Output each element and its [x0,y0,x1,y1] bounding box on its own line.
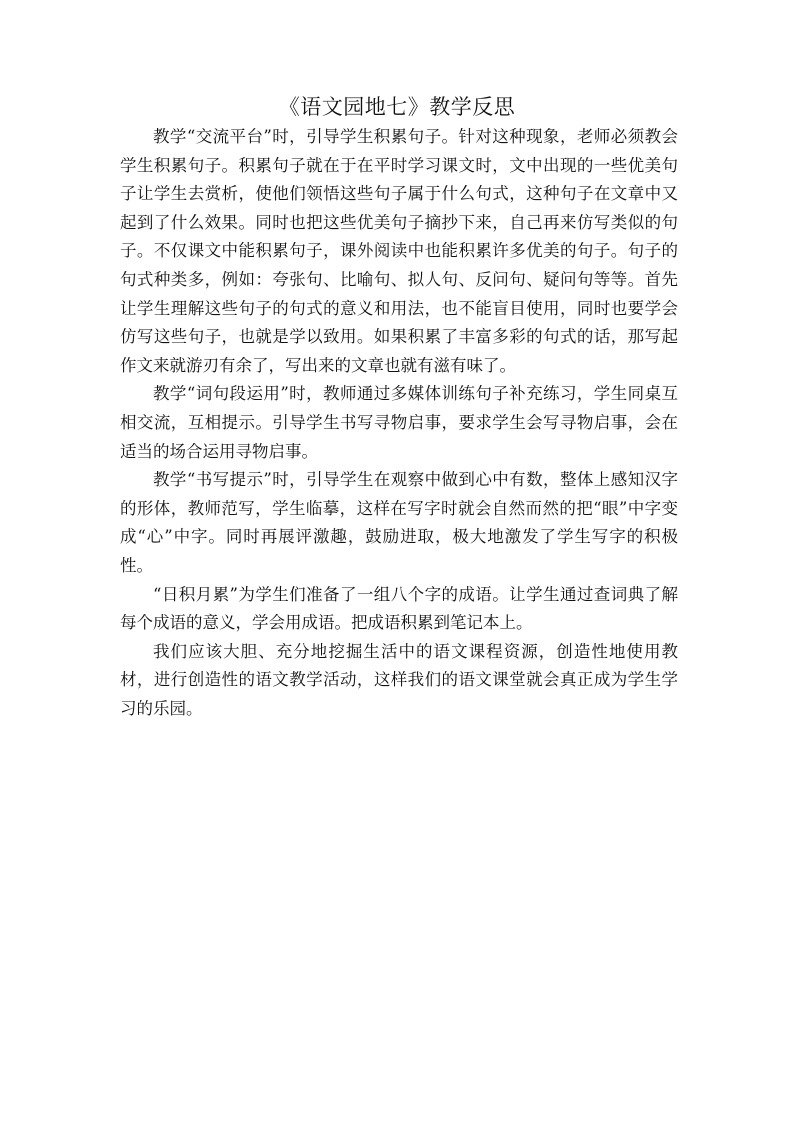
paragraph-writing-tips: 教学“书写提示”时，引导学生在观察中做到心中有数，整体上感知汉字的形体，教师范写，学生临摹，这样在写字时就会自然而然的把“眼”中字变成“心”中字。同时再展评激趣，鼓励进取，极大地激发了学生写字的积极性。 [120,470,678,575]
paragraph-word-sentence-usage: 教学“词句段运用”时，教师通过多媒体训练句子补充练习，学生同桌互相交流，互相提示。引导学生书写寻物启事，要求学生会写寻物启事，会在适当的场合运用寻物启事。 [120,384,678,461]
paragraph-exchange-platform: 教学“交流平台”时，引导学生积累句子。针对这种现象，老师必须教会学生积累句子。积累句子就在于在平时学习课文时，文中出现的一些优美句子让学生去赏析，使他们领悟这些句子属于什么句式，这种句子在文章中又起到了什么效果。同时也把这些优美句子摘抄下来，自己再来仿写类似的句子。不仅课文中能积累句子，课外阅读中也能积累许多优美的句子。句子的句式种类多，例如：夸张句、比喻句、拟人句、反问句、疑问句等等。首先让学生理解这些句子的句式的意义和用法，也不能盲目使用，同时也要学会仿写这些句子，也就是学以致用。如果积累了丰富多彩的句式的话，那写起作文来就游刃有余了，写出来的文章也就有滋有味了。 [120,127,678,375]
document-body [120,123,678,723]
paragraph-conclusion: 我们应该大胆、充分地挖掘生活中的语文课程资源，创造性地使用教材，进行创造性的语文教学活动，这样我们的语文课堂就会真正成为学生学习的乐园。 [120,641,678,718]
document-title: 《语文园地七》教学反思 [278,95,516,119]
paragraph-daily-accumulation: “日积月累”为学生们准备了一组八个字的成语。让学生通过查词典了解每个成语的意义，学会用成语。把成语积累到笔记本上。 [120,584,678,633]
